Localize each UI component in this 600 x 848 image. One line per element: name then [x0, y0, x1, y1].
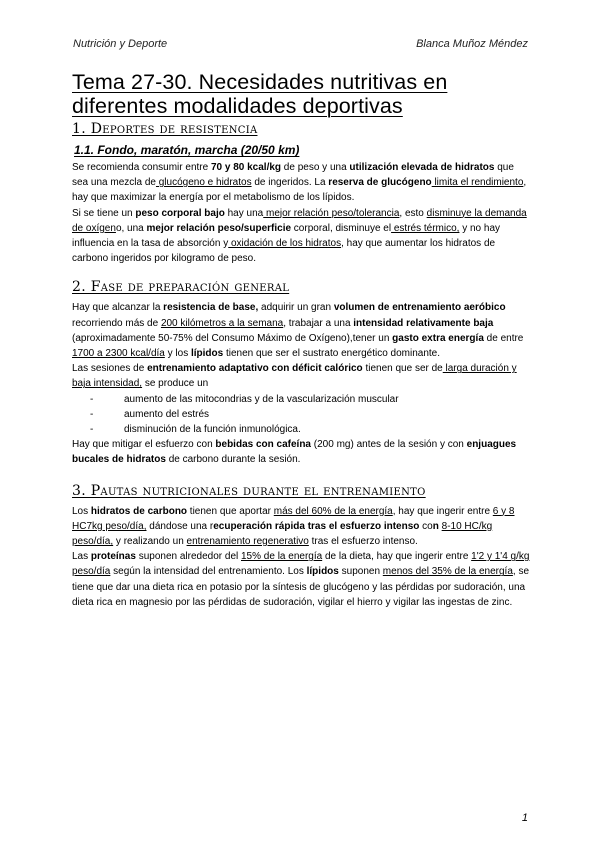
underlined-text: menos del 35% de la energía [382, 566, 513, 578]
bold-text: lípidos [306, 566, 339, 578]
section-3-paragraph-1 [72, 504, 530, 550]
text-run: , trabajar a una [283, 317, 354, 329]
text-run: que sea una mezcla de [72, 162, 514, 189]
underlined-text: disminuye la demanda de oxígen [72, 207, 527, 234]
underlined-text: 15% de la energía [241, 551, 323, 563]
underlined-text: 8-10 HC/kg peso/día, [72, 520, 493, 548]
bold-text: entrenamiento adaptativo con déficit calórico [147, 363, 363, 375]
text-run: tienen que ser de [362, 363, 443, 375]
text-run: Hay que alcanzar la [72, 302, 164, 314]
effects-list [72, 392, 530, 438]
bold-text: resistencia de base, [163, 302, 259, 314]
section-2-heading: 2. Fase de preparación general [72, 279, 290, 296]
underlined-text: mejor relación peso/tolerancia [263, 207, 400, 219]
text-run: (200 mg) antes de la sesión y con [311, 439, 467, 451]
text-run: Se recomienda consumir entre [72, 162, 211, 173]
bold-text: 70 y 80 kcal/kg [210, 162, 282, 173]
text-run: y no hay influencia en la tasa de absorción y [72, 222, 501, 250]
underlined-text: 6 y 8 HC7kg peso/día, [72, 505, 515, 532]
text-run: Hay que mitigar el esfuerzo con [72, 439, 216, 451]
text-run: de ingeridos. La [251, 177, 329, 189]
underlined-text: limita el rendimiento [431, 177, 524, 189]
text-run: de la dieta, hay que ingerir entre [322, 551, 472, 563]
underlined-text: estrés térmico, [391, 222, 460, 234]
text-run: , hay que maximizar la energía por el metabolismo de los lípidos. [72, 177, 527, 204]
section-1-heading: 1. Deportes de resistencia [72, 121, 258, 137]
page-number: 1 [521, 812, 528, 824]
text-run: adquirir un gran [258, 302, 334, 314]
bold-text: proteínas [90, 551, 136, 563]
section-2-paragraph-2 [72, 361, 530, 391]
bold-text: hidratos de carbono [90, 505, 188, 517]
bold-text: gasto extra energía [392, 332, 484, 344]
text-run: y los [164, 348, 191, 360]
text-run: tienen que aportar [187, 505, 274, 517]
section-3-paragraph-2 [72, 549, 530, 610]
section-1-1-subheading: 1.1. Fondo, maratón, marcha (20/50 km) [74, 143, 300, 157]
text-run: se produce un [142, 378, 209, 390]
underlined-text: glucógeno e hidratos [155, 177, 252, 189]
underlined-text: larga duración y baja intensidad, [72, 363, 517, 390]
text-run: Si se tiene un [72, 207, 136, 219]
text-run: de carbono durante la sesión. [165, 454, 301, 466]
bold-text: enjuagues bucales de hidratos [72, 439, 517, 466]
text-run: , esto [399, 207, 427, 219]
text-run: según la intensidad del entrenamiento. Los [110, 566, 307, 578]
text-run: suponen alrededor del [135, 551, 241, 563]
bold-text: volumen de entrenamiento aeróbico [333, 302, 506, 314]
bold-text: bebidas con cafeína [215, 439, 311, 451]
text-run: co [419, 520, 433, 532]
text-run: corporal, disminuye el [291, 222, 392, 234]
text-run: y realizando un [113, 536, 187, 548]
text-run: Las [72, 551, 91, 563]
bold-text: intensidad relativamente baja [353, 317, 494, 329]
text-run: (aproximadamente 50-75% del Consumo Máximo de Oxígeno),tener un [72, 332, 393, 344]
underlined-text: entrenamiento regenerativo [186, 536, 309, 548]
text-run: hay una [224, 207, 264, 219]
title-line-2: diferentes modalidades deportivas [72, 94, 403, 118]
section-3-heading: 3. Pautas nutricionales durante el entrenamiento [72, 482, 426, 499]
text-run: de peso y una [281, 162, 350, 173]
bold-text: mejor relación peso/superficie [146, 222, 292, 234]
bold-text: utilización elevada de hidratos [349, 162, 495, 173]
bold-text: n [432, 520, 439, 532]
text-run: , se tiene que dar una dieta rica en potasio por la síntesis de glucógeno y las pérdidas por sudoración, una dieta rica en magnesio por las pérdidas de sudoración, vigilar el hierro y vigilar las ingestas de zinc. [72, 566, 530, 608]
list-item: - aumento del estrés [90, 407, 530, 422]
text-run: de entre [483, 332, 524, 344]
underlined-text: oxidación de los hidratos [228, 238, 342, 250]
section-1-paragraph-1 [72, 160, 530, 206]
text-run: , hay que ingerir entre [392, 505, 493, 517]
document-body [72, 70, 530, 610]
page-title [72, 70, 530, 118]
section-2-paragraph-3 [72, 437, 530, 467]
bold-text: peso corporal bajo [135, 207, 225, 219]
text-run: o, una [115, 222, 147, 234]
section-1-paragraph-2 [72, 206, 530, 267]
text-run: , hay que aumentar los hidratos de carbono ingeridos por kilogramo de peso. [72, 238, 496, 265]
bold-text: reserva de glucógeno [328, 177, 432, 189]
list-item: - disminución de la función inmunológica. [90, 422, 530, 437]
list-item: - aumento de las mitocondrias y de la vascularización muscular [90, 392, 530, 407]
text-run: tienen que ser el sustrato energético dominante. [223, 348, 441, 360]
underlined-text: 1700 a 2300 kcal/día [72, 348, 165, 360]
bold-text: lípidos [190, 348, 224, 360]
text-run: Las sesiones de [72, 363, 148, 375]
header-right: Blanca Muñoz Méndez [416, 38, 528, 50]
text-run: Los [72, 505, 91, 517]
underlined-text: 200 kilómetros a la semana [160, 317, 284, 329]
header-left: Nutrición y Deporte [73, 38, 168, 50]
text-run: recorriendo más de [72, 317, 161, 329]
section-2-paragraph-1 [72, 300, 530, 361]
underlined-text: más del 60% de la energía [273, 505, 393, 517]
text-run: dándose una r [146, 520, 214, 532]
underlined-text: 1'2 y 1'4 g/kg peso/día [72, 551, 530, 578]
text-run: tras el esfuerzo intenso. [308, 536, 418, 548]
title-line-1: Tema 27-30. Necesidades nutritivas en [72, 70, 448, 94]
text-run: suponen [338, 566, 383, 578]
bold-text: ecuperación rápida tras el esfuerzo intenso [213, 520, 420, 532]
